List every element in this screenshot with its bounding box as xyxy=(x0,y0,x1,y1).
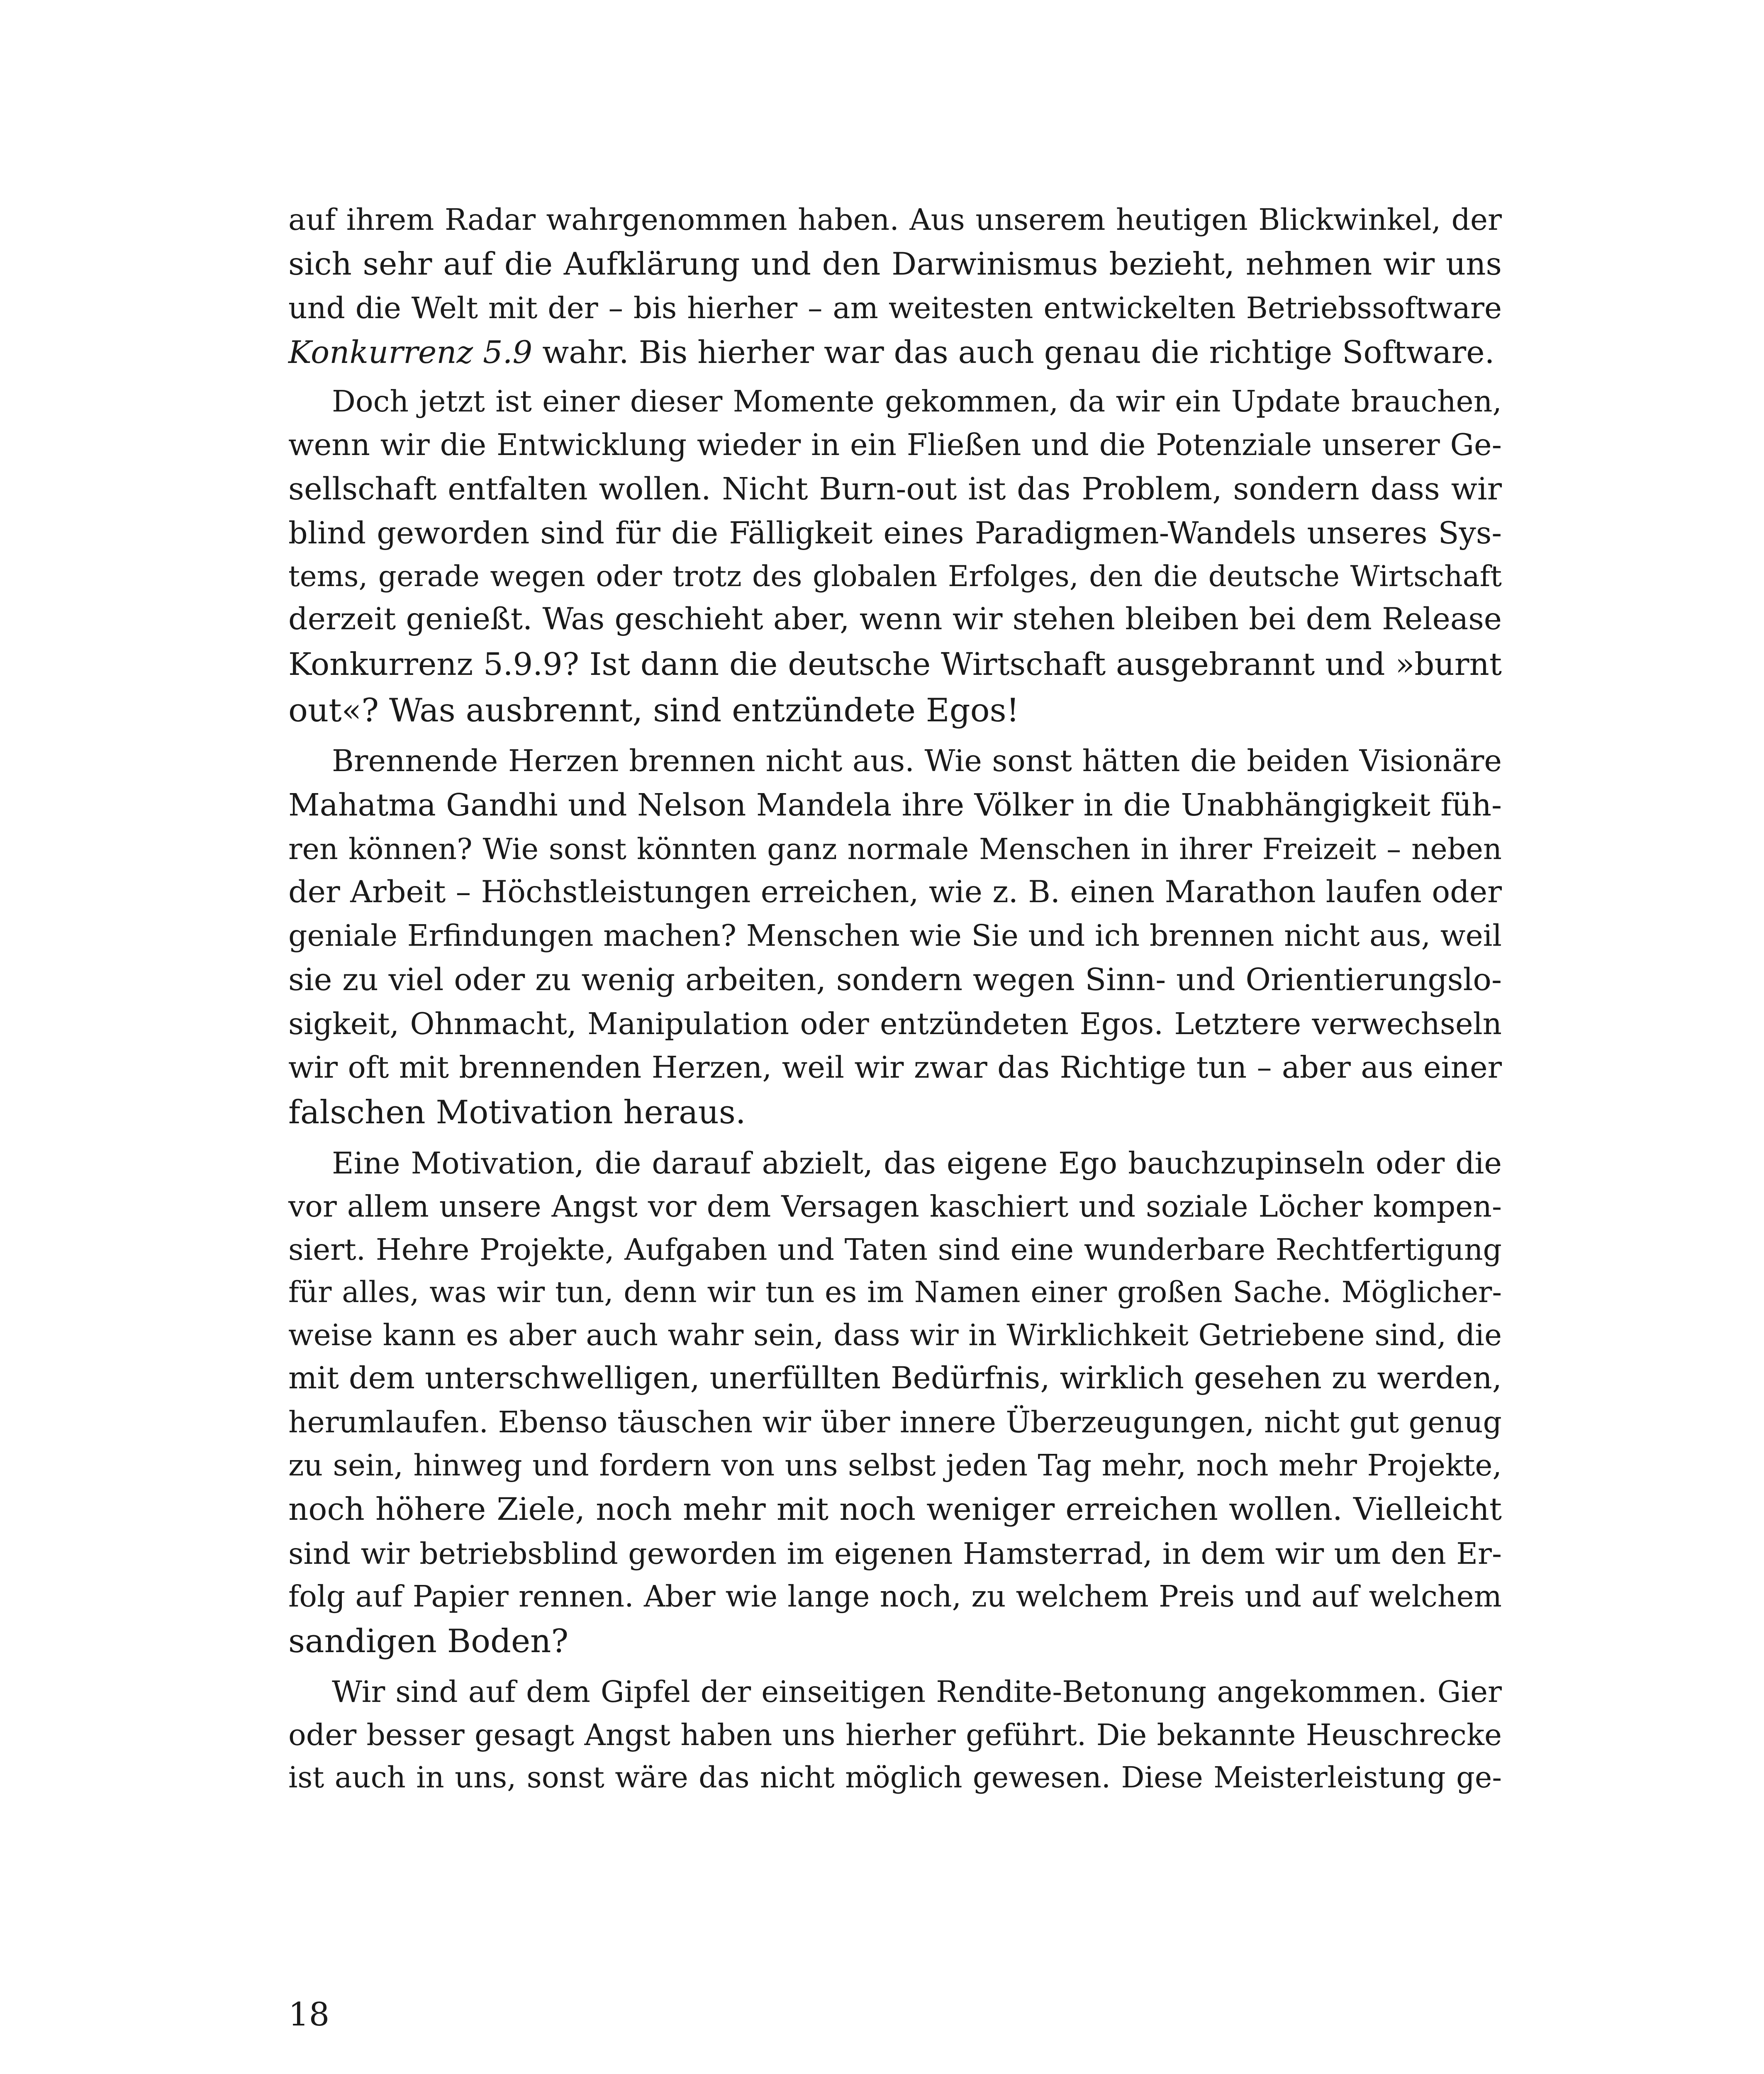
body-text xyxy=(288,198,1502,1799)
text-line: sind wir betriebsblind geworden im eigenen Hamsterrad, in dem wir um den Er- xyxy=(288,1536,1502,1571)
text-line: Eine Motivation, die darauf abzielt, das eigene Ego bauchzupinseln oder die xyxy=(332,1146,1502,1181)
text-line: sich sehr auf die Aufklärung und den Darwinismus bezieht, nehmen wir uns xyxy=(288,245,1502,282)
text-line: ren können? Wie sonst könnten ganz normale Menschen in ihrer Freizeit – neben xyxy=(288,832,1502,866)
text-line xyxy=(288,330,1502,375)
text-line: sie zu viel oder zu wenig arbeiten, sondern wegen Sinn- und Orientierungslo- xyxy=(288,962,1502,998)
text-line: Mahatma Gandhi und Nelson Mandela ihre Völker in die Unabhängigkeit füh- xyxy=(288,787,1502,823)
text-line: geniale Erfindungen machen? Menschen wie Sie und ich brennen nicht aus, weil xyxy=(288,918,1502,953)
text-line: der Arbeit – Höchstleistungen erreichen, wie z. B. einen Marathon laufen oder xyxy=(288,874,1502,910)
text-line: sigkeit, Ohnmacht, Manipulation oder entzündeten Egos. Letztere verwechseln xyxy=(288,1006,1502,1041)
text-line: folg auf Papier rennen. Aber wie lange noch, zu welchem Preis und auf welchem xyxy=(288,1579,1502,1614)
text-line: für alles, was wir tun, denn wir tun es im Namen einer großen Sache. Möglicher- xyxy=(288,1275,1502,1310)
text-line: wenn wir die Entwicklung wieder in ein Fließen und die Potenziale unserer Ge- xyxy=(288,427,1502,462)
text-line: wir oft mit brennenden Herzen, weil wir zwar das Richtige tun – aber aus einer xyxy=(288,1050,1502,1085)
paragraph-1 xyxy=(288,198,1502,375)
text-line: und die Welt mit der – bis hierher – am weitesten entwickelten Betriebssoftware xyxy=(288,291,1502,326)
paragraph-3 xyxy=(288,739,1502,1137)
text-line: falschen Motivation heraus. xyxy=(288,1094,746,1132)
text-line: Brennende Herzen brennen nicht aus. Wie sonst hätten die beiden Visionäre xyxy=(332,743,1502,779)
text-line: noch höhere Ziele, noch mehr mit noch weniger erreichen wollen. Vielleicht xyxy=(288,1491,1502,1528)
text-line: derzeit genießt. Was geschieht aber, wenn wir stehen bleiben bei dem Release xyxy=(288,601,1502,637)
text-line: Doch jetzt ist einer dieser Momente gekommen, da wir ein Update brauchen, xyxy=(332,384,1502,419)
text-line-rest: wahr. Bis hierher war das auch genau die richtige Software. xyxy=(532,333,1495,370)
text-line: blind geworden sind für die Fälligkeit eines Paradigmen-Wandels unseres Sys- xyxy=(288,516,1502,551)
text-line: tems, gerade wegen oder trotz des globalen Erfolges, den die deutsche Wirtschaft xyxy=(288,560,1502,593)
paragraph-4 xyxy=(288,1142,1502,1665)
text-line: sellschaft entfalten wollen. Nicht Burn-out ist das Problem, sondern dass wir xyxy=(288,471,1502,507)
paragraph-2 xyxy=(288,380,1502,734)
paragraph-5 xyxy=(288,1670,1502,1799)
text-line: out«? Was ausbrennt, sind entzündete Egos! xyxy=(288,691,1019,729)
text-line: ist auch in uns, sonst wäre das nicht möglich gewesen. Diese Meisterleistung ge- xyxy=(288,1760,1502,1795)
italic-term: Konkurrenz 5.9 xyxy=(288,333,533,370)
text-line: vor allem unsere Angst vor dem Versagen kaschiert und soziale Löcher kompen- xyxy=(288,1189,1502,1224)
text-line: mit dem unterschwelligen, unerfüllten Bedürfnis, wirklich gesehen zu werden, xyxy=(288,1361,1502,1396)
text-line: herumlaufen. Ebenso täuschen wir über innere Überzeugungen, nicht gut genug xyxy=(288,1405,1502,1439)
text-line: oder besser gesagt Angst haben uns hierher geführt. Die bekannte Heuschrecke xyxy=(288,1717,1502,1752)
text-line: auf ihrem Radar wahrgenommen haben. Aus unserem heutigen Blickwinkel, der xyxy=(288,202,1502,237)
page-number: 18 xyxy=(288,1996,330,2033)
text-line: weise kann es aber auch wahr sein, dass wir in Wirklichkeit Getriebene sind, die xyxy=(288,1317,1502,1352)
text-line: Wir sind auf dem Gipfel der einseitigen Rendite-Betonung angekommen. Gier xyxy=(332,1674,1502,1709)
text-line: siert. Hehre Projekte, Aufgaben und Taten sind eine wunderbare Rechtfertigung xyxy=(288,1232,1502,1267)
text-line: sandigen Boden? xyxy=(288,1623,569,1660)
text-line: zu sein, hinweg und fordern von uns selbst jeden Tag mehr, noch mehr Projekte, xyxy=(288,1448,1502,1482)
text-line: Konkurrenz 5.9.9? Ist dann die deutsche Wirtschaft ausgebrannt und »burnt xyxy=(288,646,1502,682)
